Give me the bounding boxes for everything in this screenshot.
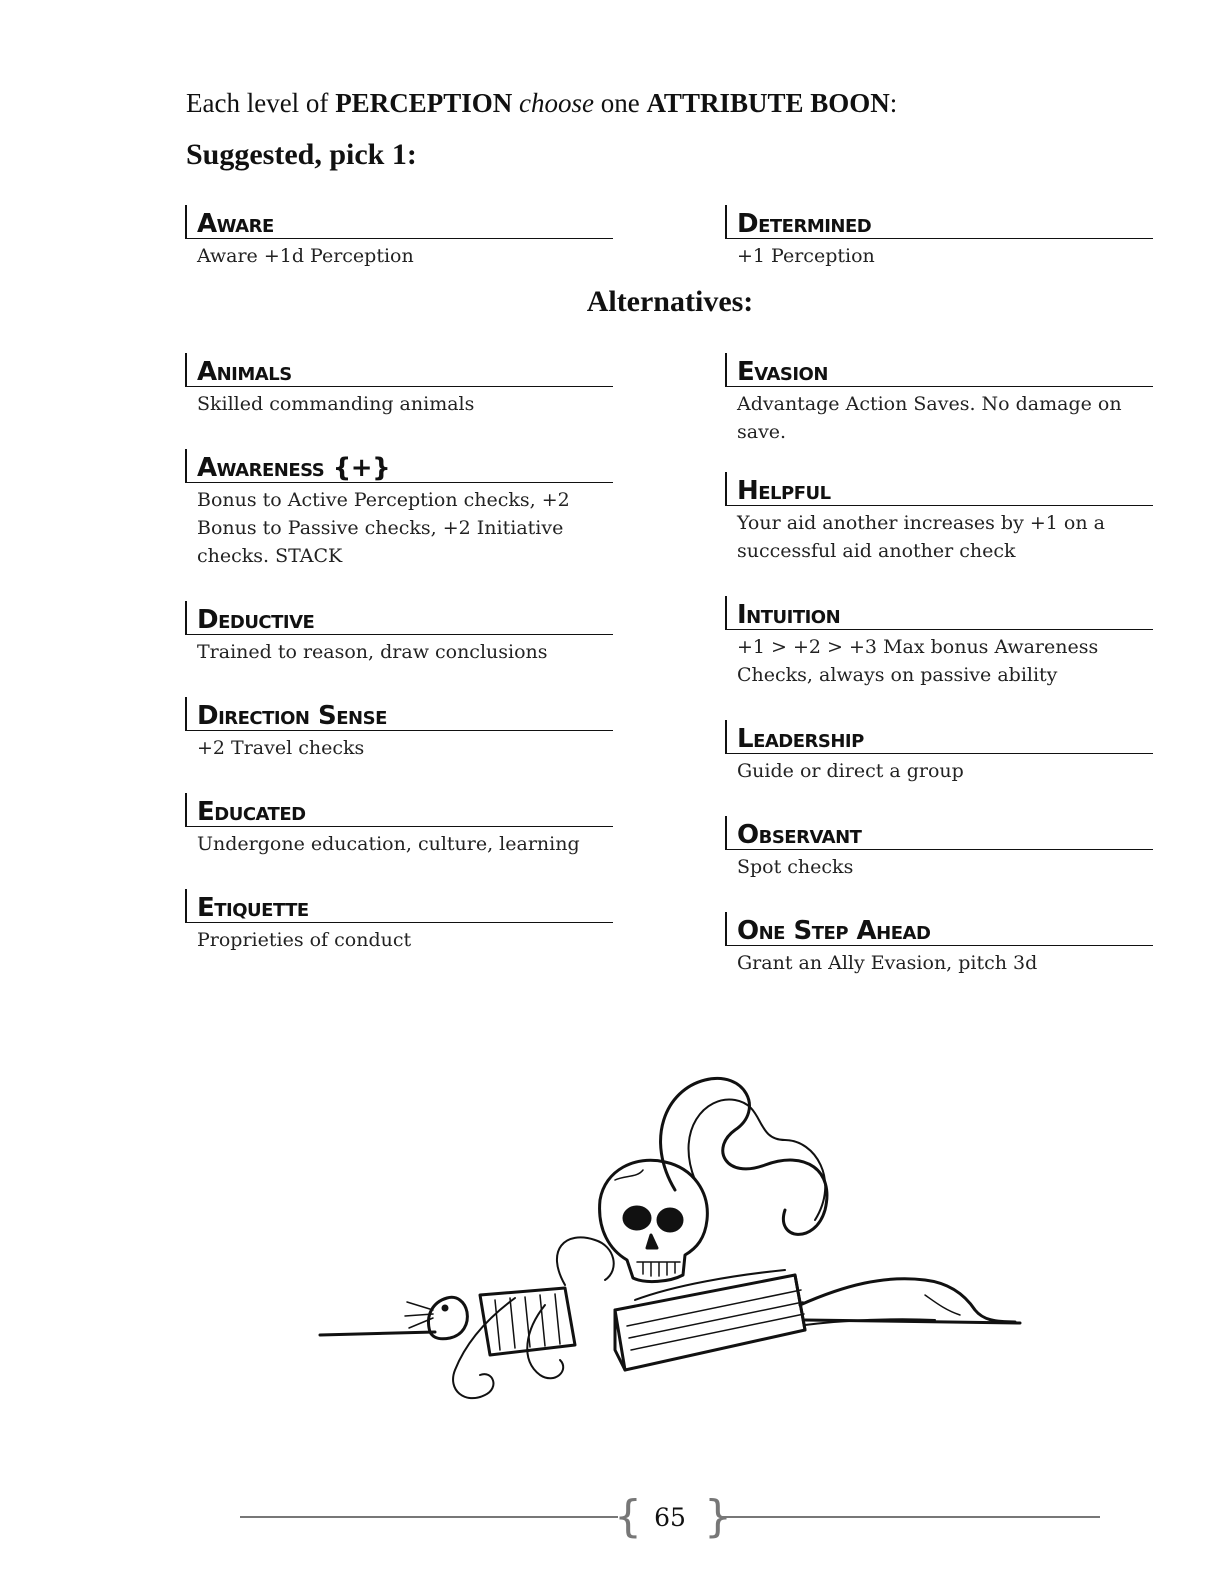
boon-desc: +1 Perception [737,245,875,267]
intro-attribute-boon: ATTRIBUTE BOON [646,88,890,118]
boon-title: Educated [185,793,613,827]
boon-direction-sense [185,697,613,762]
footer-bracket-right: } [704,1491,732,1542]
alternatives-heading: Alternatives: [586,285,754,318]
suggested-heading: Suggested, pick 1: [186,138,417,171]
boon-title: Animals [185,353,613,387]
boon-desc: Proprieties of conduct [197,929,412,951]
boon-title: One Step Ahead [725,912,1153,946]
boon-intuition [725,596,1153,689]
boon-title: Helpful [725,472,1153,506]
boon-title: Determined [725,205,1153,239]
boon-educated [185,793,613,858]
boon-title: Awareness {+} [185,449,613,483]
boon-desc: Advantage Action Saves. No damage on save. [737,393,1122,443]
boon-desc: Guide or direct a group [737,760,964,782]
boon-desc: Bonus to Active Perception checks, +2 Bonus to Passive checks, +2 Initiative checks. STACK [197,489,570,567]
boon-desc: +2 Travel checks [197,737,365,759]
boon-desc: Grant an Ally Evasion, pitch 3d [737,952,1038,974]
boon-deductive [185,601,613,666]
intro-prefix: Each level of [186,88,336,118]
boon-desc: Skilled commanding animals [197,393,475,415]
boon-desc: Trained to reason, draw conclusions [197,641,548,663]
boon-helpful [725,472,1153,565]
boon-animals [185,353,613,418]
boon-desc: Spot checks [737,856,854,878]
intro-choose: choose [518,88,594,118]
boon-determined [725,205,1153,270]
intro-middle: one [593,88,647,118]
boon-title: Leadership [725,720,1153,754]
boon-title: Intuition [725,596,1153,630]
boon-observant [725,816,1153,881]
page-number: 65 [654,1503,686,1532]
boon-desc: +1 > +2 > +3 Max bonus Awareness Checks, always on passive ability [737,636,1099,686]
boon-title: Evasion [725,353,1153,387]
boon-one-step-ahead [725,912,1153,977]
boon-title: Observant [725,816,1153,850]
footer-bracket-left: { [614,1491,642,1542]
skull-book-illustration [315,1070,1025,1415]
intro-suffix: : [889,88,898,118]
boon-evasion [725,353,1153,446]
boon-awareness [185,449,613,570]
footer-rule-left [240,1516,618,1518]
boon-aware [185,205,613,270]
boon-etiquette [185,889,613,954]
boon-title: Etiquette [185,889,613,923]
boon-desc: Undergone education, culture, learning [197,833,580,855]
boon-title: Direction Sense [185,697,613,731]
boon-title: Deductive [185,601,613,635]
boon-desc: Aware +1d Perception [197,245,414,267]
boon-title: Aware [185,205,613,239]
boon-leadership [725,720,1153,785]
footer-rule-right [722,1516,1100,1518]
intro-perception: PERCEPTION [335,88,513,118]
boon-desc: Your aid another increases by +1 on a successful aid another check [737,512,1105,562]
intro-line [186,88,897,119]
